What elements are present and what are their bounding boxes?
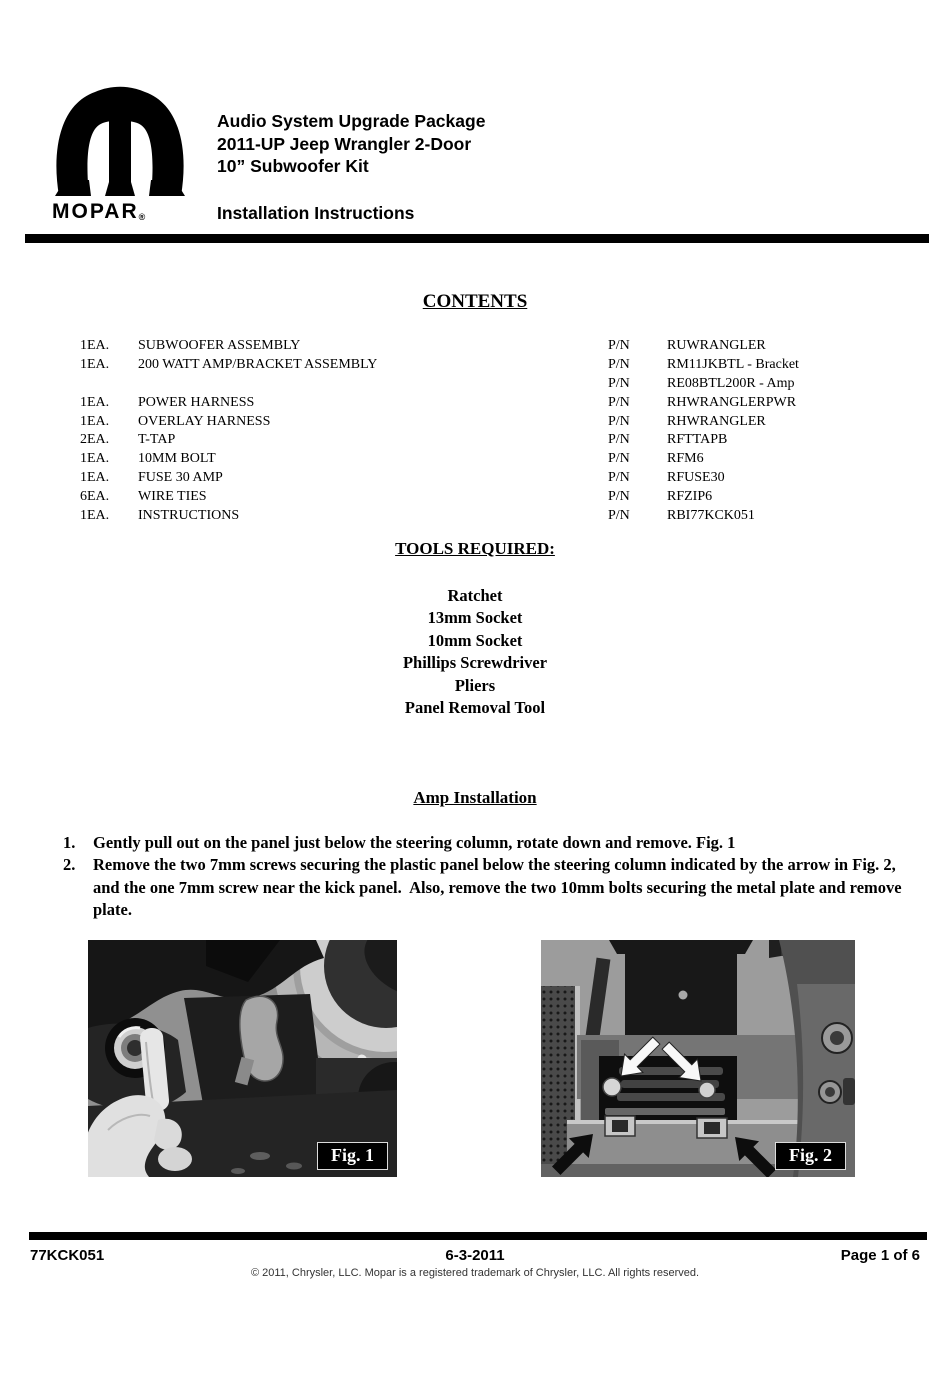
figure-2 [541, 940, 855, 1177]
qty-cell: 6EA. [80, 489, 110, 505]
pn-label-cell: P/N [608, 451, 630, 467]
contents-list [80, 337, 880, 526]
step-text: Gently pull out on the panel just below the steering column, rotate down and remove. Fig. 1 [93, 833, 736, 852]
contents-row [80, 488, 880, 507]
pn-value-cell: RM11JKBTL - Bracket [667, 356, 799, 372]
step-item [63, 832, 923, 854]
logo-wordmark-text: MOPAR [52, 200, 139, 223]
contents-row [80, 394, 880, 413]
item-name-cell: WIRE TIES [138, 489, 207, 505]
pn-value-cell: RFUSE30 [667, 470, 725, 486]
tool-item: Phillips Screwdriver [402, 653, 548, 673]
pn-label-cell: P/N [608, 338, 630, 353]
pn-label-cell: P/N [608, 394, 630, 410]
contents-row [80, 507, 880, 526]
brand-block [52, 86, 202, 224]
qty-cell: 1EA. [80, 338, 110, 353]
header-subtitle: Installation Instructions [217, 202, 415, 223]
tools-list [0, 585, 950, 719]
pn-value-cell: RHWRANGLERPWR [667, 394, 797, 410]
step-number: 1. [63, 833, 76, 852]
step-number: 2. [63, 855, 76, 875]
pn-value-cell: RFM6 [667, 451, 704, 467]
registered-mark: ® [138, 212, 146, 222]
contents-row [80, 431, 880, 450]
pn-label-cell: P/N [608, 508, 630, 524]
item-name-cell: INSTRUCTIONS [138, 508, 240, 524]
contents-row [80, 337, 880, 356]
item-name-cell: OVERLAY HARNESS [138, 413, 271, 429]
mopar-logo-icon [55, 86, 185, 196]
pn-value-cell: RBI77KCK051 [667, 508, 755, 524]
footer-divider [29, 1232, 927, 1240]
document-header [217, 110, 485, 224]
tool-item: Ratchet [447, 586, 503, 605]
header-title-line-1: Audio System Upgrade Package [217, 111, 486, 131]
footer [30, 1247, 920, 1264]
figure-1 [88, 940, 397, 1177]
item-name-cell: SUBWOOFER ASSEMBLY [138, 338, 301, 353]
qty-cell: 1EA. [80, 413, 110, 429]
qty-cell: 1EA. [80, 356, 110, 372]
step-text: Remove the two 7mm screws securing the plastic panel below the steering column indicated by the arrow in Fig. 2, and the one 7mm screw near the kick panel. Also, remove the two 10mm bolts securing the metal plate and remove plate. [93, 855, 906, 920]
tool-item: 10mm Socket [427, 630, 523, 650]
qty-cell: 2EA. [80, 432, 110, 448]
item-name-cell: 200 WATT AMP/BRACKET ASSEMBLY [138, 356, 378, 372]
pn-value-cell: RE08BTL200R - Amp [667, 375, 795, 391]
header-divider [25, 234, 929, 243]
qty-cell: 1EA. [80, 451, 110, 467]
item-name-cell: T-TAP [138, 432, 176, 448]
footer-date: 6-3-2011 [445, 1247, 505, 1264]
step-item [63, 854, 923, 921]
steps-list [63, 832, 923, 922]
pn-label-cell: P/N [608, 413, 630, 429]
amp-installation-heading: Amp Installation [413, 788, 537, 807]
pn-label-cell: P/N [608, 375, 630, 391]
logo-wordmark [52, 200, 202, 224]
contents-heading: CONTENTS [422, 291, 528, 312]
contents-row [80, 356, 880, 375]
contents-row [80, 375, 880, 394]
pn-label-cell: P/N [608, 356, 630, 372]
contents-row [80, 469, 880, 488]
header-title-line-3: 10” Subwoofer Kit [217, 156, 369, 176]
pn-value-cell: RFZIP6 [667, 489, 713, 505]
item-name-cell: FUSE 30 AMP [138, 470, 223, 486]
figure-1-label: Fig. 1 [317, 1142, 388, 1170]
item-name-cell: 10MM BOLT [138, 451, 216, 467]
contents-row [80, 413, 880, 432]
tool-item: Panel Removal Tool [404, 698, 546, 718]
qty-cell: 1EA. [80, 508, 110, 524]
header-title-line-2: 2011-UP Jeep Wrangler 2-Door [217, 133, 472, 154]
pn-value-cell: RHWRANGLER [667, 413, 766, 429]
tools-heading: TOOLS REQUIRED: [395, 539, 555, 558]
pn-label-cell: P/N [608, 432, 630, 448]
tool-item: Pliers [454, 675, 496, 695]
pn-value-cell: RUWRANGLER [667, 338, 766, 353]
pn-label-cell: P/N [608, 489, 630, 505]
pn-label-cell: P/N [608, 470, 630, 486]
item-name-cell: POWER HARNESS [138, 394, 255, 410]
contents-row [80, 450, 880, 469]
footer-page-number: Page 1 of 6 [840, 1247, 920, 1264]
qty-cell: 1EA. [80, 470, 110, 486]
qty-cell: 1EA. [80, 394, 110, 410]
footer-doc-number: 77KCK051 [30, 1247, 105, 1264]
tool-item: 13mm Socket [427, 608, 523, 628]
pn-value-cell: RFTTAPB [667, 432, 728, 448]
footer-copyright: © 2011, Chrysler, LLC. Mopar is a registered trademark of Chrysler, LLC. All rights reserved. [250, 1267, 700, 1279]
figure-2-label: Fig. 2 [775, 1142, 846, 1170]
